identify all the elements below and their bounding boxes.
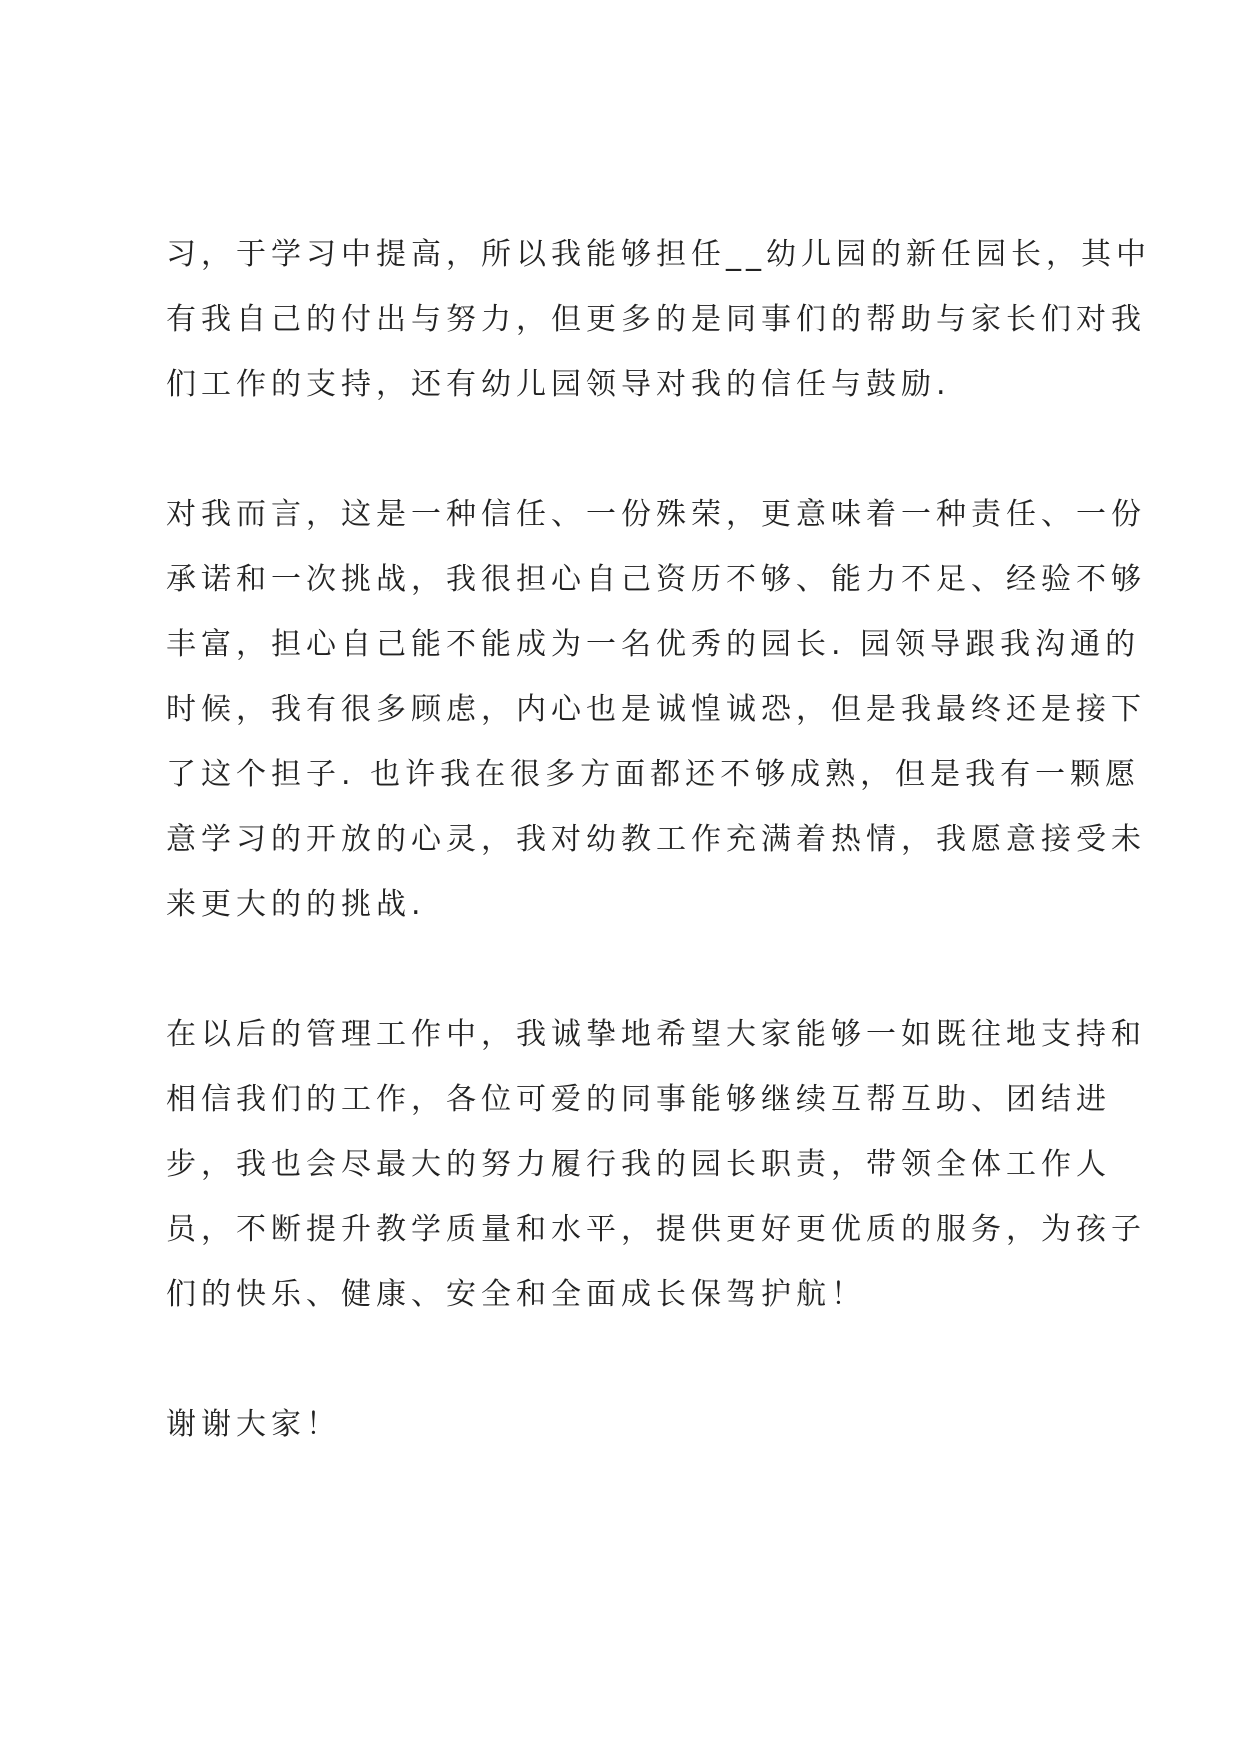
- closing-line: 谢谢大家！: [166, 1407, 341, 1442]
- paragraph-line: 对我而言，这是一种信任、一份殊荣，更意味着一种责任、一份: [166, 497, 1146, 532]
- paragraph-line: 意学习的开放的心灵，我对幼教工作充满着热情，我愿意接受未: [166, 822, 1146, 857]
- paragraph-line: 来更大的的挑战.: [166, 887, 426, 922]
- paragraph-line: 在以后的管理工作中，我诚挚地希望大家能够一如既往地支持和: [166, 1017, 1146, 1052]
- paragraph-line: 们工作的支持，还有幼儿园领导对我的信任与鼓励.: [166, 367, 951, 402]
- paragraph-4-closing: [166, 1392, 1096, 1457]
- paragraph-line: 习，于学习中提高，所以我能够担任__幼儿园的新任园长，其中: [166, 237, 1151, 272]
- paragraph-line: 有我自己的付出与努力，但更多的是同事们的帮助与家长们对我: [166, 302, 1146, 337]
- paragraph-line: 丰富，担心自己能不能成为一名优秀的园长. 园领导跟我沟通的: [166, 627, 1141, 662]
- paragraph-line: 相信我们的工作，各位可爱的同事能够继续互帮互助、团结进: [166, 1082, 1111, 1117]
- paragraph-line: 承诺和一次挑战，我很担心自己资历不够、能力不足、经验不够: [166, 562, 1146, 597]
- paragraph-1: [166, 222, 1151, 417]
- paragraph-line: 员，不断提升教学质量和水平，提供更好更优质的服务，为孩子: [166, 1212, 1146, 1247]
- paragraph-line: 时候，我有很多顾虑，内心也是诚惶诚恐，但是我最终还是接下: [166, 692, 1146, 727]
- paragraph-line: 们的快乐、健康、安全和全面成长保驾护航！: [166, 1277, 866, 1312]
- paragraph-3: [166, 1002, 1146, 1327]
- paragraph-line: 了这个担子. 也许我在很多方面都还不够成熟，但是我有一颗愿: [166, 757, 1141, 792]
- paragraph-2: [166, 482, 1146, 937]
- document-body: [166, 222, 1151, 1522]
- paragraph-line: 步，我也会尽最大的努力履行我的园长职责，带领全体工作人: [166, 1147, 1111, 1182]
